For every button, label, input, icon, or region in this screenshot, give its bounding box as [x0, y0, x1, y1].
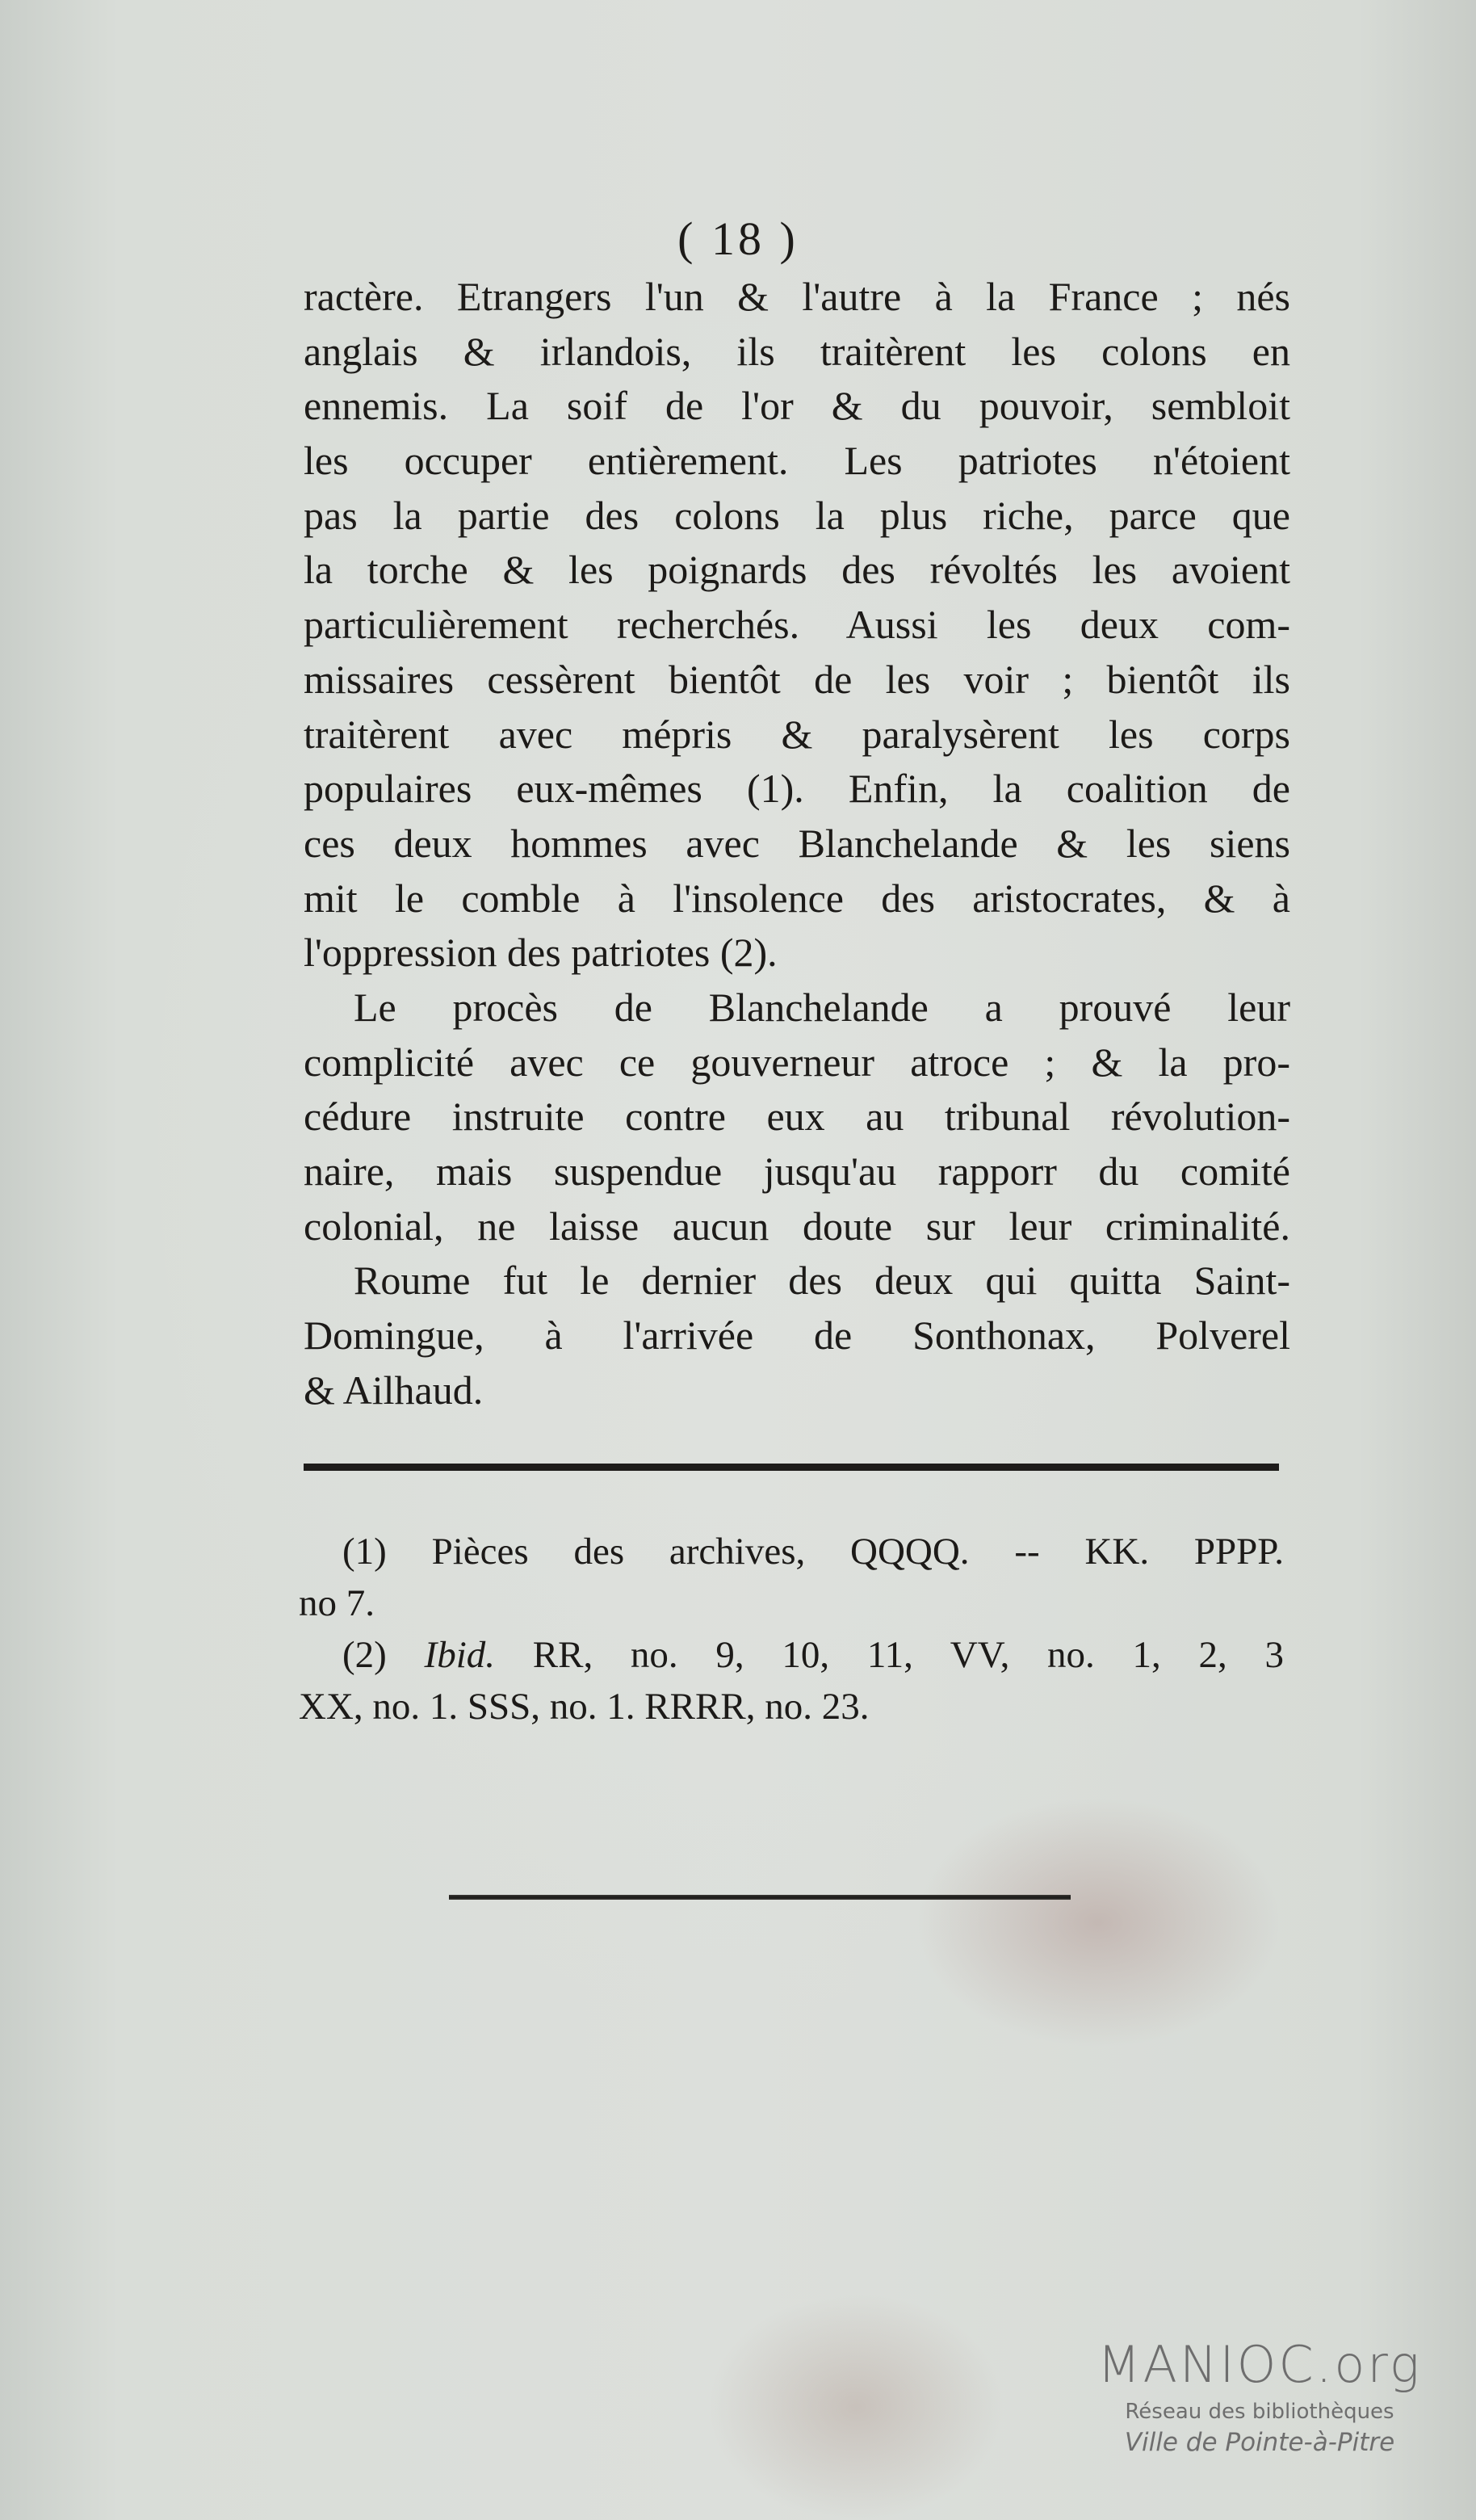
text-line: mit le comble à l'insolence des aristocrates, & à: [304, 875, 1290, 921]
end-ornament-rule: [449, 1895, 1071, 1900]
text-line: particulièrement recherchés. Aussi les deux com-: [304, 602, 1290, 648]
paragraph-start-line: Le procès de Blanchelande a prouvé leur: [354, 984, 1290, 1030]
body-text: [304, 270, 1290, 1418]
text-line: traitèrent avec mépris & paralysèrent les corps: [304, 711, 1290, 757]
footnote-1-line-1: (1) Pièces des archives, QQQQ. -- KK. PPPP.: [342, 1531, 1284, 1573]
text-line: populaires eux-mêmes (1). Enfin, la coalition de: [304, 766, 1290, 812]
text-line: colonial, ne laisse aucun doute sur leur criminalité.: [304, 1203, 1290, 1249]
text-line: & Ailhaud.: [304, 1367, 484, 1413]
manioc-logo-network: Réseau des bibliothèques: [1125, 2400, 1394, 2424]
text-line: ractère. Etrangers l'un & l'autre à la France ; nés: [304, 274, 1290, 319]
footnote-separator-rule: [304, 1464, 1279, 1471]
footnote-2-refs: RR, no. 9, 10, 11, VV, no. 1, 2, 3: [495, 1634, 1284, 1676]
manioc-logo-city: Ville de Pointe-à-Pitre: [1124, 2428, 1395, 2457]
footnotes: [299, 1525, 1284, 1732]
text-line: les occuper entièrement. Les patriotes n'étoient: [304, 438, 1290, 484]
footnote-2-marker: (2): [342, 1634, 425, 1676]
text-line: ces deux hommes avec Blanchelande & les siens: [304, 820, 1290, 866]
text-line: naire, mais suspendue jusqu'au rapporr du comité: [304, 1149, 1290, 1194]
manioc-logo-name: MANIOC.org: [1097, 2335, 1422, 2394]
text-line: missaires cessèrent bientôt de les voir ; bientôt ils: [304, 656, 1290, 702]
footnote-2-ibid: Ibid.: [424, 1634, 496, 1676]
text-line: la torche & les poignards des révoltés les avoient: [304, 547, 1290, 593]
manioc-watermark-logo: [1074, 2333, 1445, 2459]
paragraph-start-line: Roume fut le dernier des deux qui quitta Saint-: [354, 1258, 1290, 1304]
footnote-2-line-2: XX, no. 1. SSS, no. 1. RRRR, no. 23.: [299, 1686, 870, 1728]
text-line: pas la partie des colons la plus riche, parce que: [304, 492, 1290, 538]
text-line: l'oppression des patriotes (2).: [304, 930, 778, 976]
text-line: ennemis. La soif de l'or & du pouvoir, sembloit: [304, 383, 1290, 429]
text-line: cédure instruite contre eux au tribunal révolution-: [304, 1094, 1290, 1140]
text-line: complicité avec ce gouverneur atroce ; & la pro-: [304, 1039, 1290, 1085]
text-line: Domingue, à l'arrivée de Sonthonax, Polverel: [304, 1312, 1290, 1359]
footnote-2-line-1: [299, 1628, 1284, 1680]
footnote-1-line-2: no 7.: [299, 1582, 375, 1624]
page-number-header: ( 18 ): [677, 212, 799, 265]
text-line: anglais & irlandois, ils traitèrent les colons en: [304, 328, 1290, 374]
